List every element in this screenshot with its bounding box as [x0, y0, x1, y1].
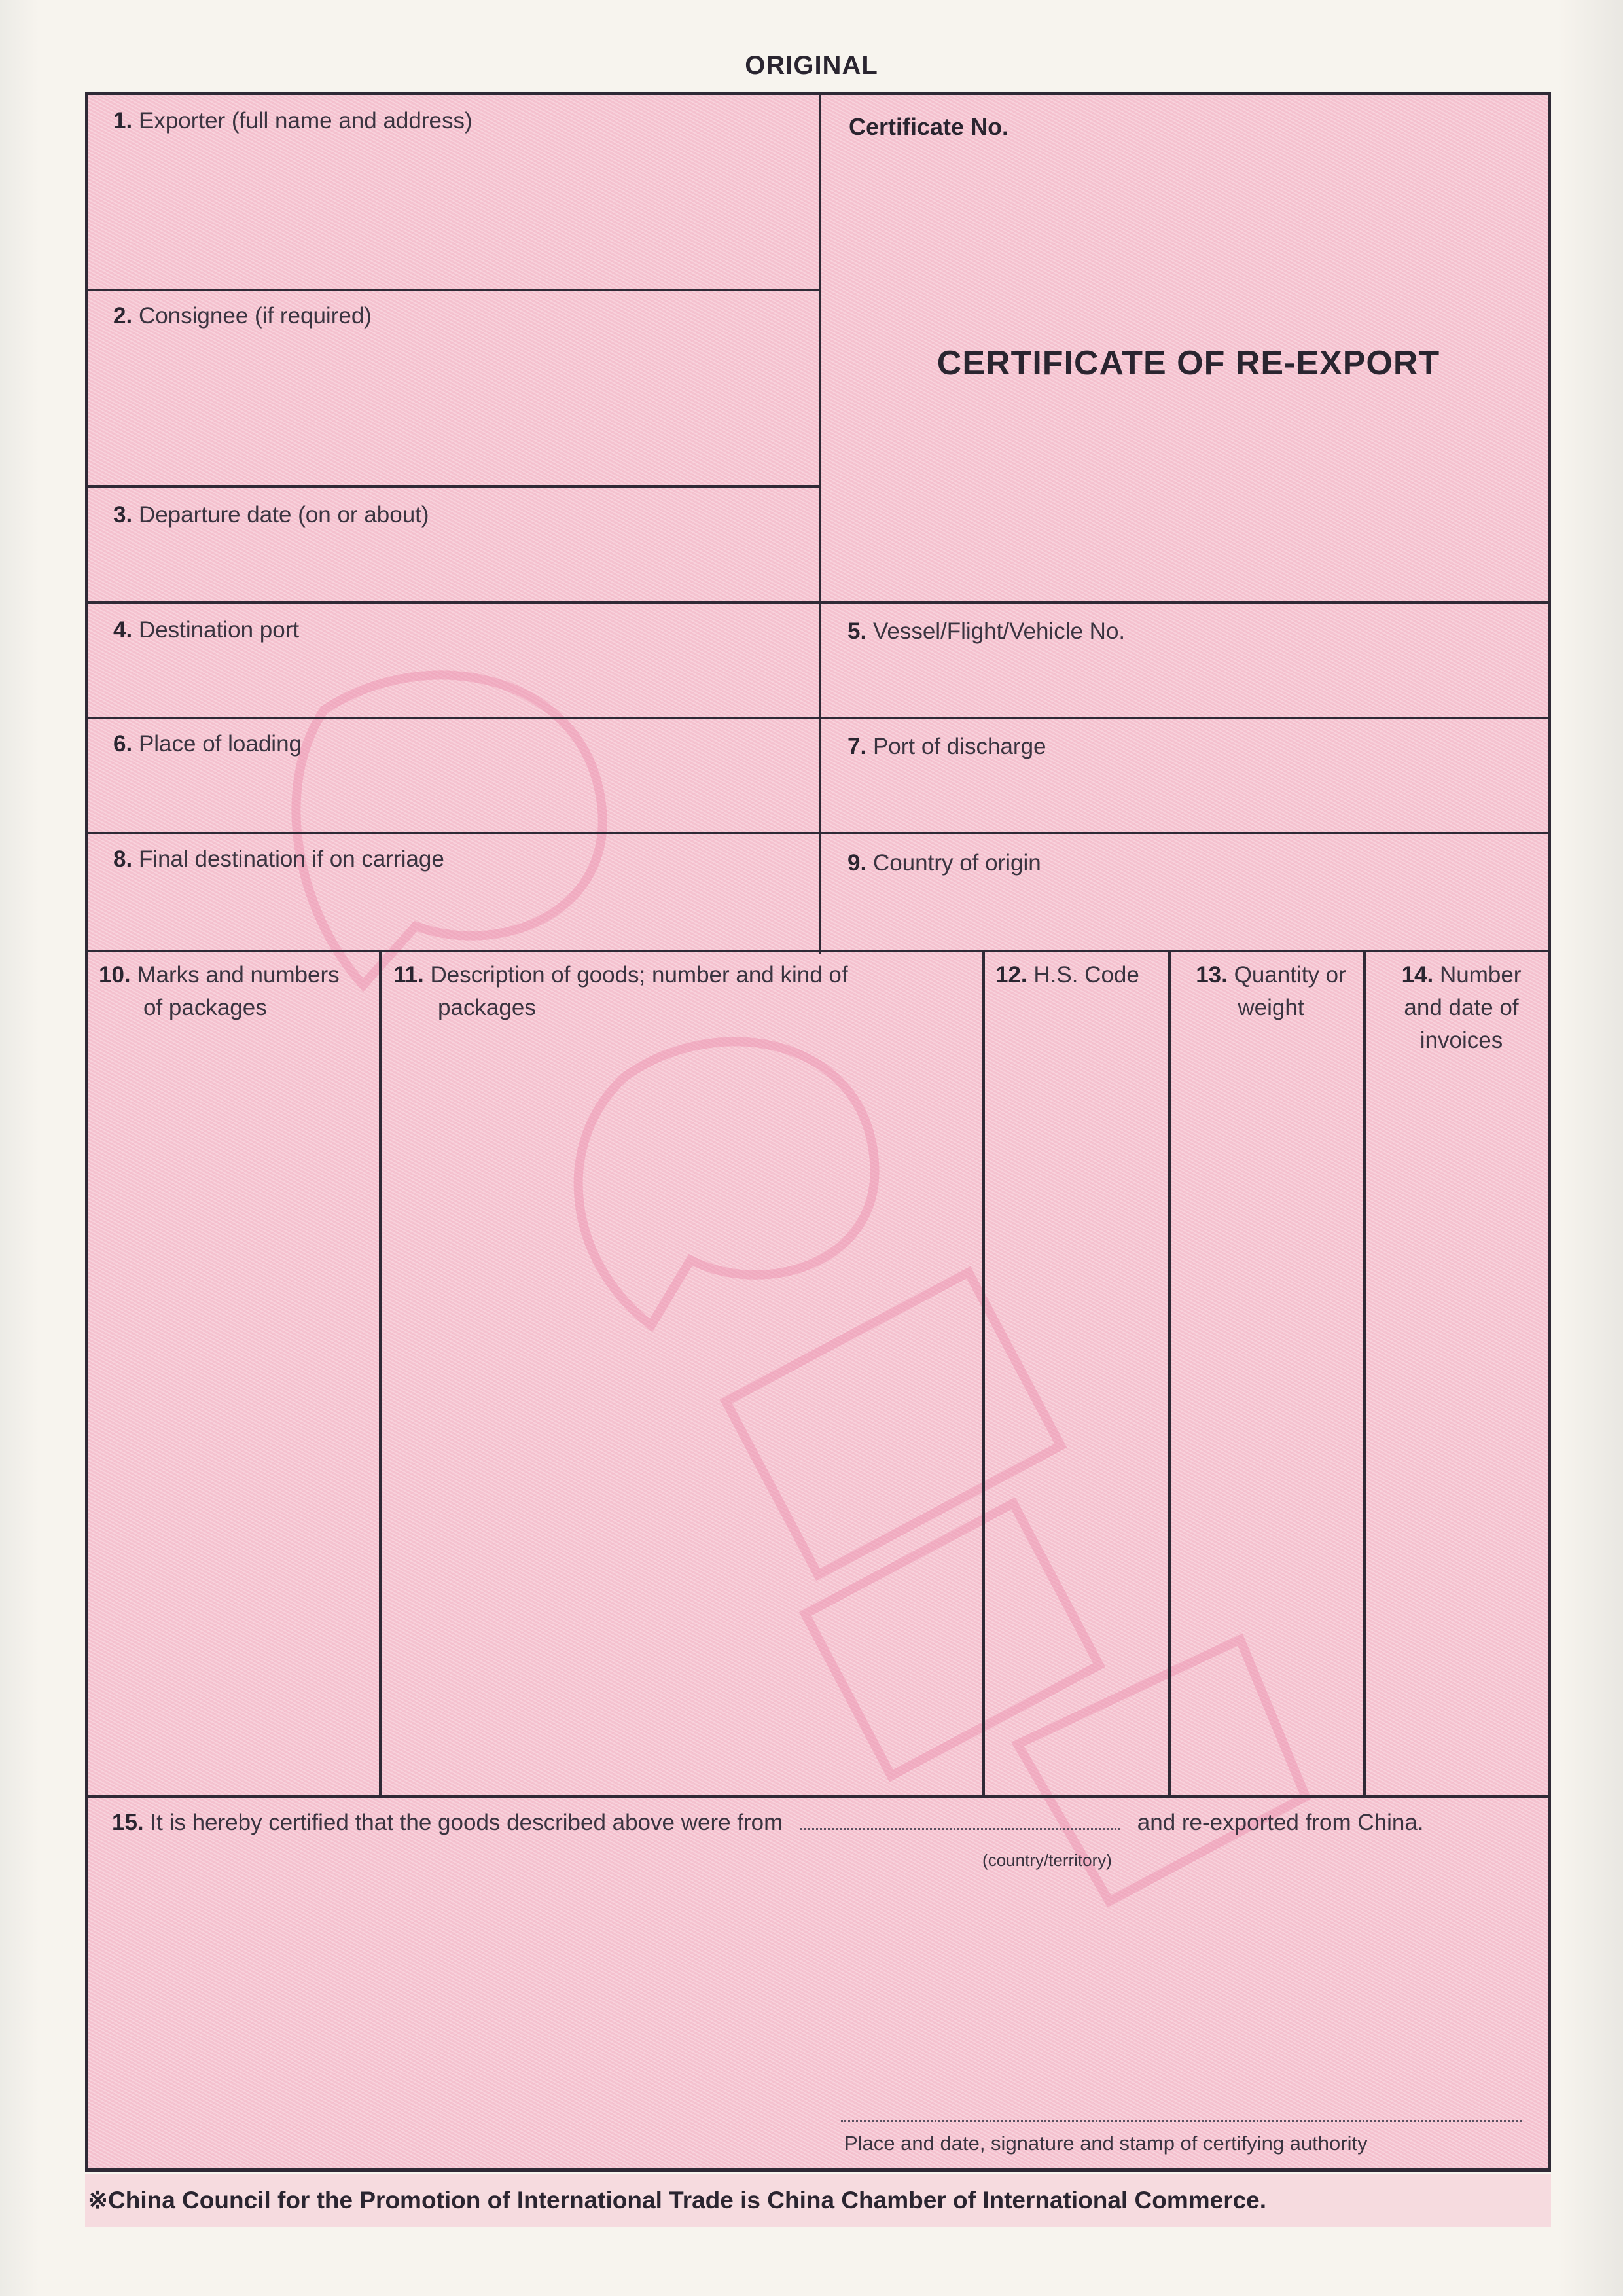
- re-export-certificate-form: [85, 92, 1551, 2172]
- column-10-line2: of packages: [143, 995, 267, 1020]
- column-11-number: 11.: [393, 962, 424, 988]
- divider-3-4: [88, 601, 1551, 604]
- box-3-departure-date: [113, 499, 429, 531]
- column-13-header: [1179, 959, 1363, 1024]
- column-14-line2: and date of: [1404, 995, 1519, 1020]
- column-14-line3: invoices: [1419, 1028, 1503, 1053]
- country-territory-note: (country/territory): [982, 1850, 1112, 1870]
- country-fill-line: [800, 1821, 1120, 1830]
- signature-caption: Place and date, signature and stamp of certifying authority: [844, 2132, 1368, 2155]
- column-10-line1: Marks and numbers: [137, 962, 340, 988]
- box-3-number: 3.: [113, 502, 133, 528]
- certification-statement: [112, 1810, 1424, 1836]
- box-15-number: 15.: [112, 1810, 144, 1835]
- certification-text-before: It is hereby certified that the goods described above were from: [150, 1810, 783, 1835]
- column-11-line1: Description of goods; number and kind of: [430, 962, 848, 988]
- copy-watermark-icon: [259, 619, 1371, 1928]
- box-9-label: Country of origin: [872, 850, 1041, 876]
- box-4-number: 4.: [113, 617, 133, 643]
- box-5-label: Vessel/Flight/Vehicle No.: [872, 619, 1126, 644]
- box-5-vessel: [847, 616, 1125, 647]
- certification-text-after: and re-exported from China.: [1137, 1810, 1424, 1835]
- box-6-label: Place of loading: [138, 731, 302, 757]
- box-6-number: 6.: [113, 731, 133, 757]
- box-2-number: 2.: [113, 303, 133, 329]
- box-9-number: 9.: [847, 850, 867, 876]
- box-4-label: Destination port: [138, 617, 300, 643]
- column-14-number: 14.: [1401, 962, 1434, 988]
- box-2-consignee: [113, 300, 372, 332]
- box-8-label: Final destination if on carriage: [138, 846, 444, 872]
- box-8-number: 8.: [113, 846, 133, 872]
- box-7-port-of-discharge: [847, 731, 1046, 762]
- column-13-number: 13.: [1196, 962, 1228, 988]
- column-divider-11-12: [982, 951, 985, 1797]
- divider-8-10: [88, 950, 1551, 952]
- box-5-number: 5.: [847, 619, 867, 644]
- column-12-line1: H.S. Code: [1033, 962, 1139, 988]
- column-13-line1: Quantity or: [1234, 962, 1346, 988]
- column-13-line2: weight: [1238, 995, 1304, 1020]
- box-4-destination-port: [113, 615, 299, 646]
- box-1-number: 1.: [113, 108, 133, 134]
- box-1-exporter: [113, 105, 473, 137]
- box-8-final-destination: [113, 844, 444, 875]
- column-14-header: [1368, 959, 1551, 1057]
- divider-goods-15: [88, 1795, 1551, 1798]
- certificate-number-label: Certificate No.: [849, 113, 1009, 140]
- divider-2-3: [88, 485, 821, 488]
- center-divider-top: [819, 95, 821, 954]
- signature-line: [841, 2120, 1522, 2122]
- column-14-line1: Number: [1439, 962, 1522, 988]
- column-divider-10-11: [379, 951, 382, 1797]
- original-heading: ORIGINAL: [745, 51, 878, 80]
- box-7-number: 7.: [847, 734, 867, 759]
- divider-1-2: [88, 289, 821, 291]
- column-12-number: 12.: [995, 962, 1027, 988]
- column-12-header: [995, 959, 1168, 992]
- column-11-header: [393, 959, 982, 1024]
- column-10-number: 10.: [99, 962, 131, 988]
- box-3-label: Departure date (on or about): [138, 502, 429, 528]
- box-2-label: Consignee (if required): [138, 303, 372, 329]
- column-divider-13-14: [1363, 951, 1366, 1797]
- divider-4-6: [88, 717, 1551, 719]
- footer-note: ※China Council for the Promotion of International Trade is China Chamber of International Commerce.: [88, 2187, 1267, 2214]
- column-divider-12-13: [1168, 951, 1171, 1797]
- box-1-label: Exporter (full name and address): [138, 108, 473, 134]
- box-7-label: Port of discharge: [872, 734, 1046, 759]
- column-11-line2: packages: [438, 995, 536, 1020]
- column-10-header: [99, 959, 374, 1024]
- divider-6-8: [88, 832, 1551, 834]
- certificate-title: CERTIFICATE OF RE-EXPORT: [936, 344, 1440, 382]
- box-6-place-of-loading: [113, 728, 302, 760]
- box-9-country-of-origin: [847, 848, 1041, 879]
